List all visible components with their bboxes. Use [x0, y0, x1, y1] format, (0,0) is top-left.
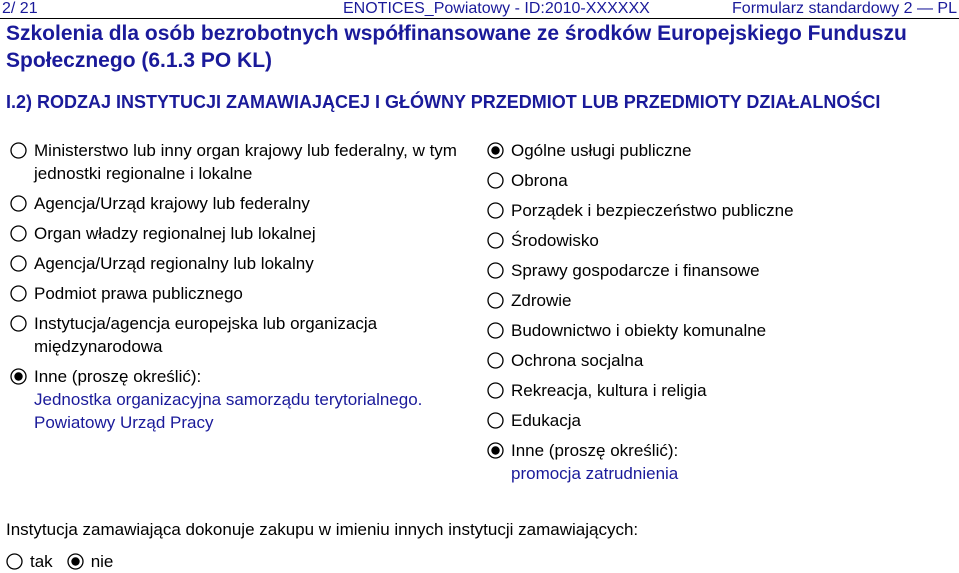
- radio-option-label: Organ władzy regionalnej lub lokalnej: [34, 224, 316, 243]
- radio-option-label: Budownictwo i obiekty komunalne: [511, 321, 767, 340]
- radio-option[interactable]: [10, 252, 470, 275]
- radio-option-label: Agencja/Urząd regionalny lub lokalny: [34, 254, 314, 273]
- radio-empty-icon[interactable]: [487, 202, 504, 219]
- answer-label: nie: [90, 552, 114, 571]
- radio-empty-icon[interactable]: [487, 172, 504, 189]
- radio-empty-icon[interactable]: [10, 142, 27, 159]
- radio-option-label: Sprawy gospodarcze i finansowe: [511, 261, 760, 280]
- radio-option[interactable]: [10, 282, 470, 305]
- radio-option[interactable]: [487, 409, 947, 432]
- radio-option-label: Inne (proszę określić):: [34, 367, 202, 386]
- activity-list: [487, 139, 947, 492]
- radio-selected-icon[interactable]: [67, 553, 84, 570]
- radio-option[interactable]: [10, 222, 470, 245]
- radio-option[interactable]: [10, 365, 470, 434]
- radio-option[interactable]: [10, 192, 470, 215]
- radio-option-label: Inne (proszę określić):: [511, 441, 679, 460]
- other-specification-value: promocja zatrudnienia: [511, 464, 679, 483]
- radio-selected-icon[interactable]: [10, 368, 27, 385]
- radio-option[interactable]: [487, 349, 947, 372]
- radio-option-label: Ministerstwo lub inny organ krajowy lub federalny, w tym jednostki regionalne i lokalne: [34, 141, 457, 183]
- radio-empty-icon[interactable]: [487, 352, 504, 369]
- radio-option[interactable]: [487, 139, 947, 162]
- radio-option-label: Ochrona socjalna: [511, 351, 644, 370]
- radio-option-label: Instytucja/agencja europejska lub organizacja międzynarodowa: [34, 314, 378, 356]
- joint-procurement-question: Instytucja zamawiająca dokonuje zakupu w imieniu innych instytucji zamawiających:: [6, 520, 639, 539]
- radio-empty-icon[interactable]: [487, 412, 504, 429]
- radio-option-label: Obrona: [511, 171, 568, 190]
- radio-option-label: Porządek i bezpieczeństwo publiczne: [511, 201, 794, 220]
- radio-empty-icon[interactable]: [487, 382, 504, 399]
- radio-empty-icon[interactable]: [487, 262, 504, 279]
- answer-option-tak[interactable]: [6, 550, 53, 573]
- radio-option[interactable]: [487, 229, 947, 252]
- radio-option-label: Edukacja: [511, 411, 581, 430]
- radio-selected-icon[interactable]: [487, 442, 504, 459]
- other-specification-value: Jednostka organizacyjna samorządu terytorialnego. Powiatowy Urząd Pracy: [34, 390, 423, 432]
- section-title: I.2) RODZAJ INSTYTUCJI ZAMAWIAJĄCEJ I GŁÓWNY PRZEDMIOT LUB PRZEDMIOTY DZIAŁALNOŚCI: [6, 92, 881, 112]
- answer-label: tak: [30, 552, 53, 571]
- radio-option[interactable]: [487, 379, 947, 402]
- radio-option[interactable]: [487, 319, 947, 342]
- radio-empty-icon[interactable]: [487, 232, 504, 249]
- radio-option[interactable]: [10, 139, 470, 185]
- radio-empty-icon[interactable]: [10, 195, 27, 212]
- form-name: Formularz standardowy 2 — PL: [732, 0, 957, 17]
- radio-empty-icon[interactable]: [487, 292, 504, 309]
- radio-option-label: Zdrowie: [511, 291, 572, 310]
- radio-empty-icon[interactable]: [487, 322, 504, 339]
- page-header: [0, 0, 959, 19]
- radio-empty-icon[interactable]: [10, 315, 27, 332]
- radio-option[interactable]: [487, 169, 947, 192]
- joint-procurement-answers: [6, 550, 127, 573]
- radio-option[interactable]: [487, 259, 947, 282]
- answer-option-nie[interactable]: [67, 550, 114, 573]
- radio-option-label: Rekreacja, kultura i religia: [511, 381, 707, 400]
- radio-option[interactable]: [10, 312, 470, 358]
- radio-empty-icon[interactable]: [10, 225, 27, 242]
- radio-option-label: Podmiot prawa publicznego: [34, 284, 243, 303]
- radio-option-label: Agencja/Urząd krajowy lub federalny: [34, 194, 310, 213]
- radio-option[interactable]: [487, 289, 947, 312]
- radio-option-label: Środowisko: [511, 231, 599, 250]
- document-id: ENOTICES_Powiatowy - ID:2010-XXXXXX: [343, 0, 650, 17]
- radio-empty-icon[interactable]: [10, 285, 27, 302]
- document-title: Szkolenia dla osób bezrobotnych współfinansowane ze środków Europejskiego Funduszu Społecznego (6.1.3 PO KL): [6, 22, 907, 72]
- page-number: 2/ 21: [2, 0, 38, 17]
- institution-type-list: [10, 139, 470, 441]
- radio-empty-icon[interactable]: [10, 255, 27, 272]
- radio-option[interactable]: [487, 439, 947, 485]
- radio-empty-icon[interactable]: [6, 553, 23, 570]
- radio-option[interactable]: [487, 199, 947, 222]
- radio-selected-icon[interactable]: [487, 142, 504, 159]
- radio-option-label: Ogólne usługi publiczne: [511, 141, 692, 160]
